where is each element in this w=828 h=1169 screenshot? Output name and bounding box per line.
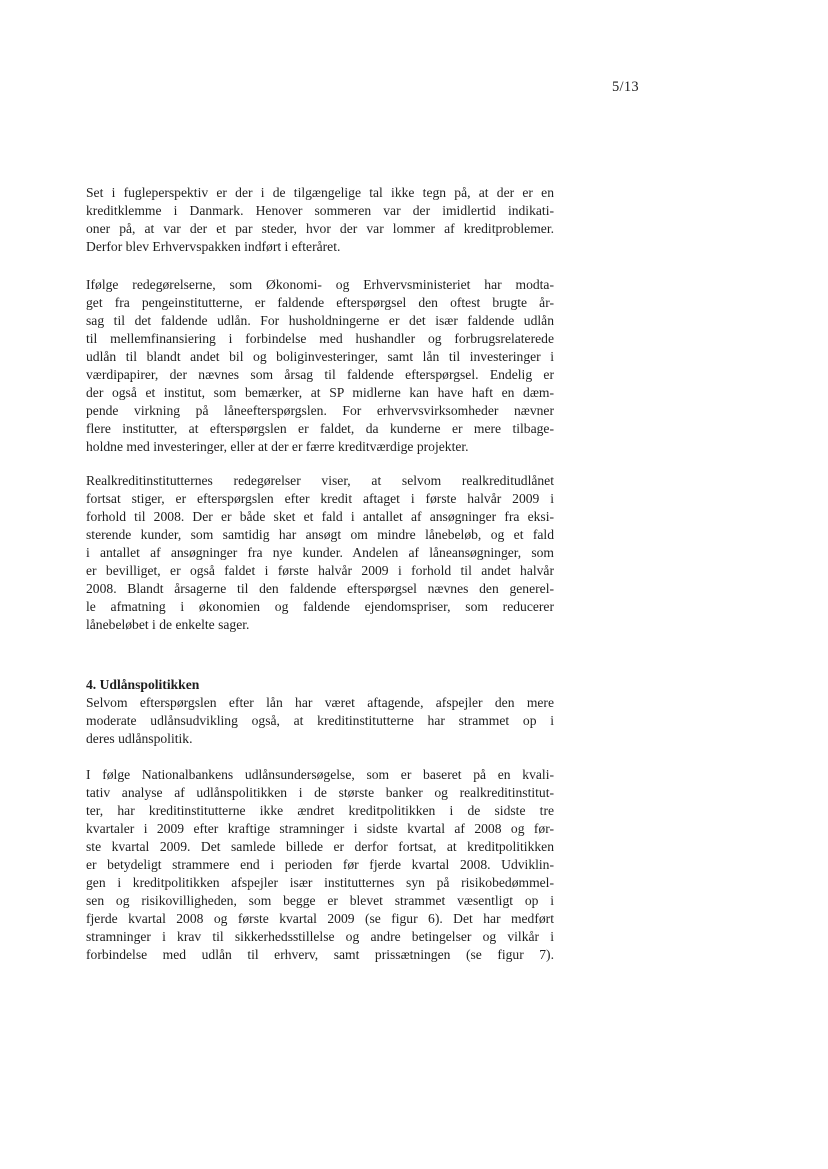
text-line: forhold til 2008. Der er både sket et fald i antallet af ansøgninger fra eksi- [86,509,554,524]
text-line: holdne med investeringer, eller at der er færre kreditværdige projekter. [86,439,469,454]
text-line: sag til det faldende udlån. For husholdningerne er det især faldende udlån [86,313,554,328]
text-line: ter, har kreditinstitutterne ikke ændret kreditpolitikken i de sidste tre [86,803,554,818]
text-line: Selvom efterspørgslen efter lån har været aftagende, afspejler den mere [86,695,554,710]
document-body [86,184,554,964]
paragraph-national-bank-survey [86,766,554,964]
paragraph-credit-crunch [86,184,554,256]
paragraph-mortgage-reports [86,472,554,634]
paragraph-lending-policy [86,694,554,748]
text-line: sterende kunder, som samtidig har ansøgt om mindre lånebeløb, og et fald [86,527,554,542]
text-line: kvartaler i 2009 efter kraftige stramninger i sidste kvartal af 2008 og før- [86,821,554,836]
text-line: deres udlånspolitik. [86,731,193,746]
text-line: moderate udlånsudvikling også, at kreditinstitutterne har strammet op i [86,713,554,728]
text-line: flere institutter, at efterspørgslen er faldet, da kunderne er mere tilbage- [86,421,554,436]
text-line: kreditklemme i Danmark. Henover sommeren var der imidlertid indikati- [86,203,554,218]
text-line: værdipapirer, der nævnes som årsag til faldende efterspørgsel. Endelig er [86,367,554,382]
text-line: er bevilliget, er også faldet i første halvår 2009 i forhold til andet halvår [86,563,554,578]
text-line: i antallet af ansøgninger fra nye kunder. Andelen af låneansøgninger, som [86,545,554,560]
text-line: stramninger i krav til sikkerhedsstillelse og andre betingelser og vilkår i [86,929,554,944]
text-line: gen i kreditpolitikken afspejler især institutternes syn på risikobedømmel- [86,875,554,890]
text-line: oner på, at var der et par steder, hvor der var lommer af kreditproblemer. [86,221,554,236]
text-line: sen og risikovilligheden, som begge er blevet strammet væsentligt op i [86,893,554,908]
text-line: lånebeløbet i de enkelte sager. [86,617,250,632]
text-line: Derfor blev Erhvervspakken indført i efteråret. [86,239,341,254]
text-line: fortsat stiger, er efterspørgslen efter kredit aftaget i første halvår 2009 i [86,491,554,506]
text-line: ste kvartal 2009. Det samlede billede er derfor fortsat, at kreditpolitikken [86,839,554,854]
text-line: Realkreditinstitutternes redegørelser viser, at selvom realkreditudlånet [86,473,554,488]
text-line: I følge Nationalbankens udlånsundersøgelse, som er baseret på en kvali- [86,767,554,782]
text-line: er betydeligt strammere end i perioden før fjerde kvartal 2008. Udviklin- [86,857,554,872]
page-number: 5/13 [612,79,639,95]
text-line: 2008. Blandt årsagerne til den faldende efterspørgsel nævnes den generel- [86,581,554,596]
text-line: forbindelse med udlån til erhverv, samt prissætningen (se figur 7). [86,947,554,962]
section-heading: 4. Udlånspolitikken [86,677,200,692]
text-line: til mellemfinansiering i forbindelse med hushandler og forbrugsrelaterede [86,331,554,346]
text-line: Set i fugleperspektiv er der i de tilgængelige tal ikke tegn på, at der er en [86,185,554,200]
text-line: Ifølge redegørelserne, som Økonomi- og Erhvervsministeriet har modta- [86,277,554,292]
text-line: tativ analyse af udlånspolitikken i de største banker og realkreditinstitut- [86,785,554,800]
text-line: le afmatning i økonomien og faldende ejendomspriser, som reducerer [86,599,554,614]
text-line: pende virkning på låneefterspørgslen. For erhvervsvirksomheder nævner [86,403,554,418]
text-line: udlån til blandt andet bil og boliginvesteringer, samt lån til investeringer i [86,349,554,364]
paragraph-bank-reports [86,276,554,456]
text-line: get fra pengeinstitutterne, er faldende efterspørgsel den oftest brugte år- [86,295,554,310]
text-line: der også et institut, som bemærker, at SP midlerne kan have haft en dæm- [86,385,554,400]
text-line: fjerde kvartal 2008 og første kvartal 2009 (se figur 6). Det har medført [86,911,554,926]
